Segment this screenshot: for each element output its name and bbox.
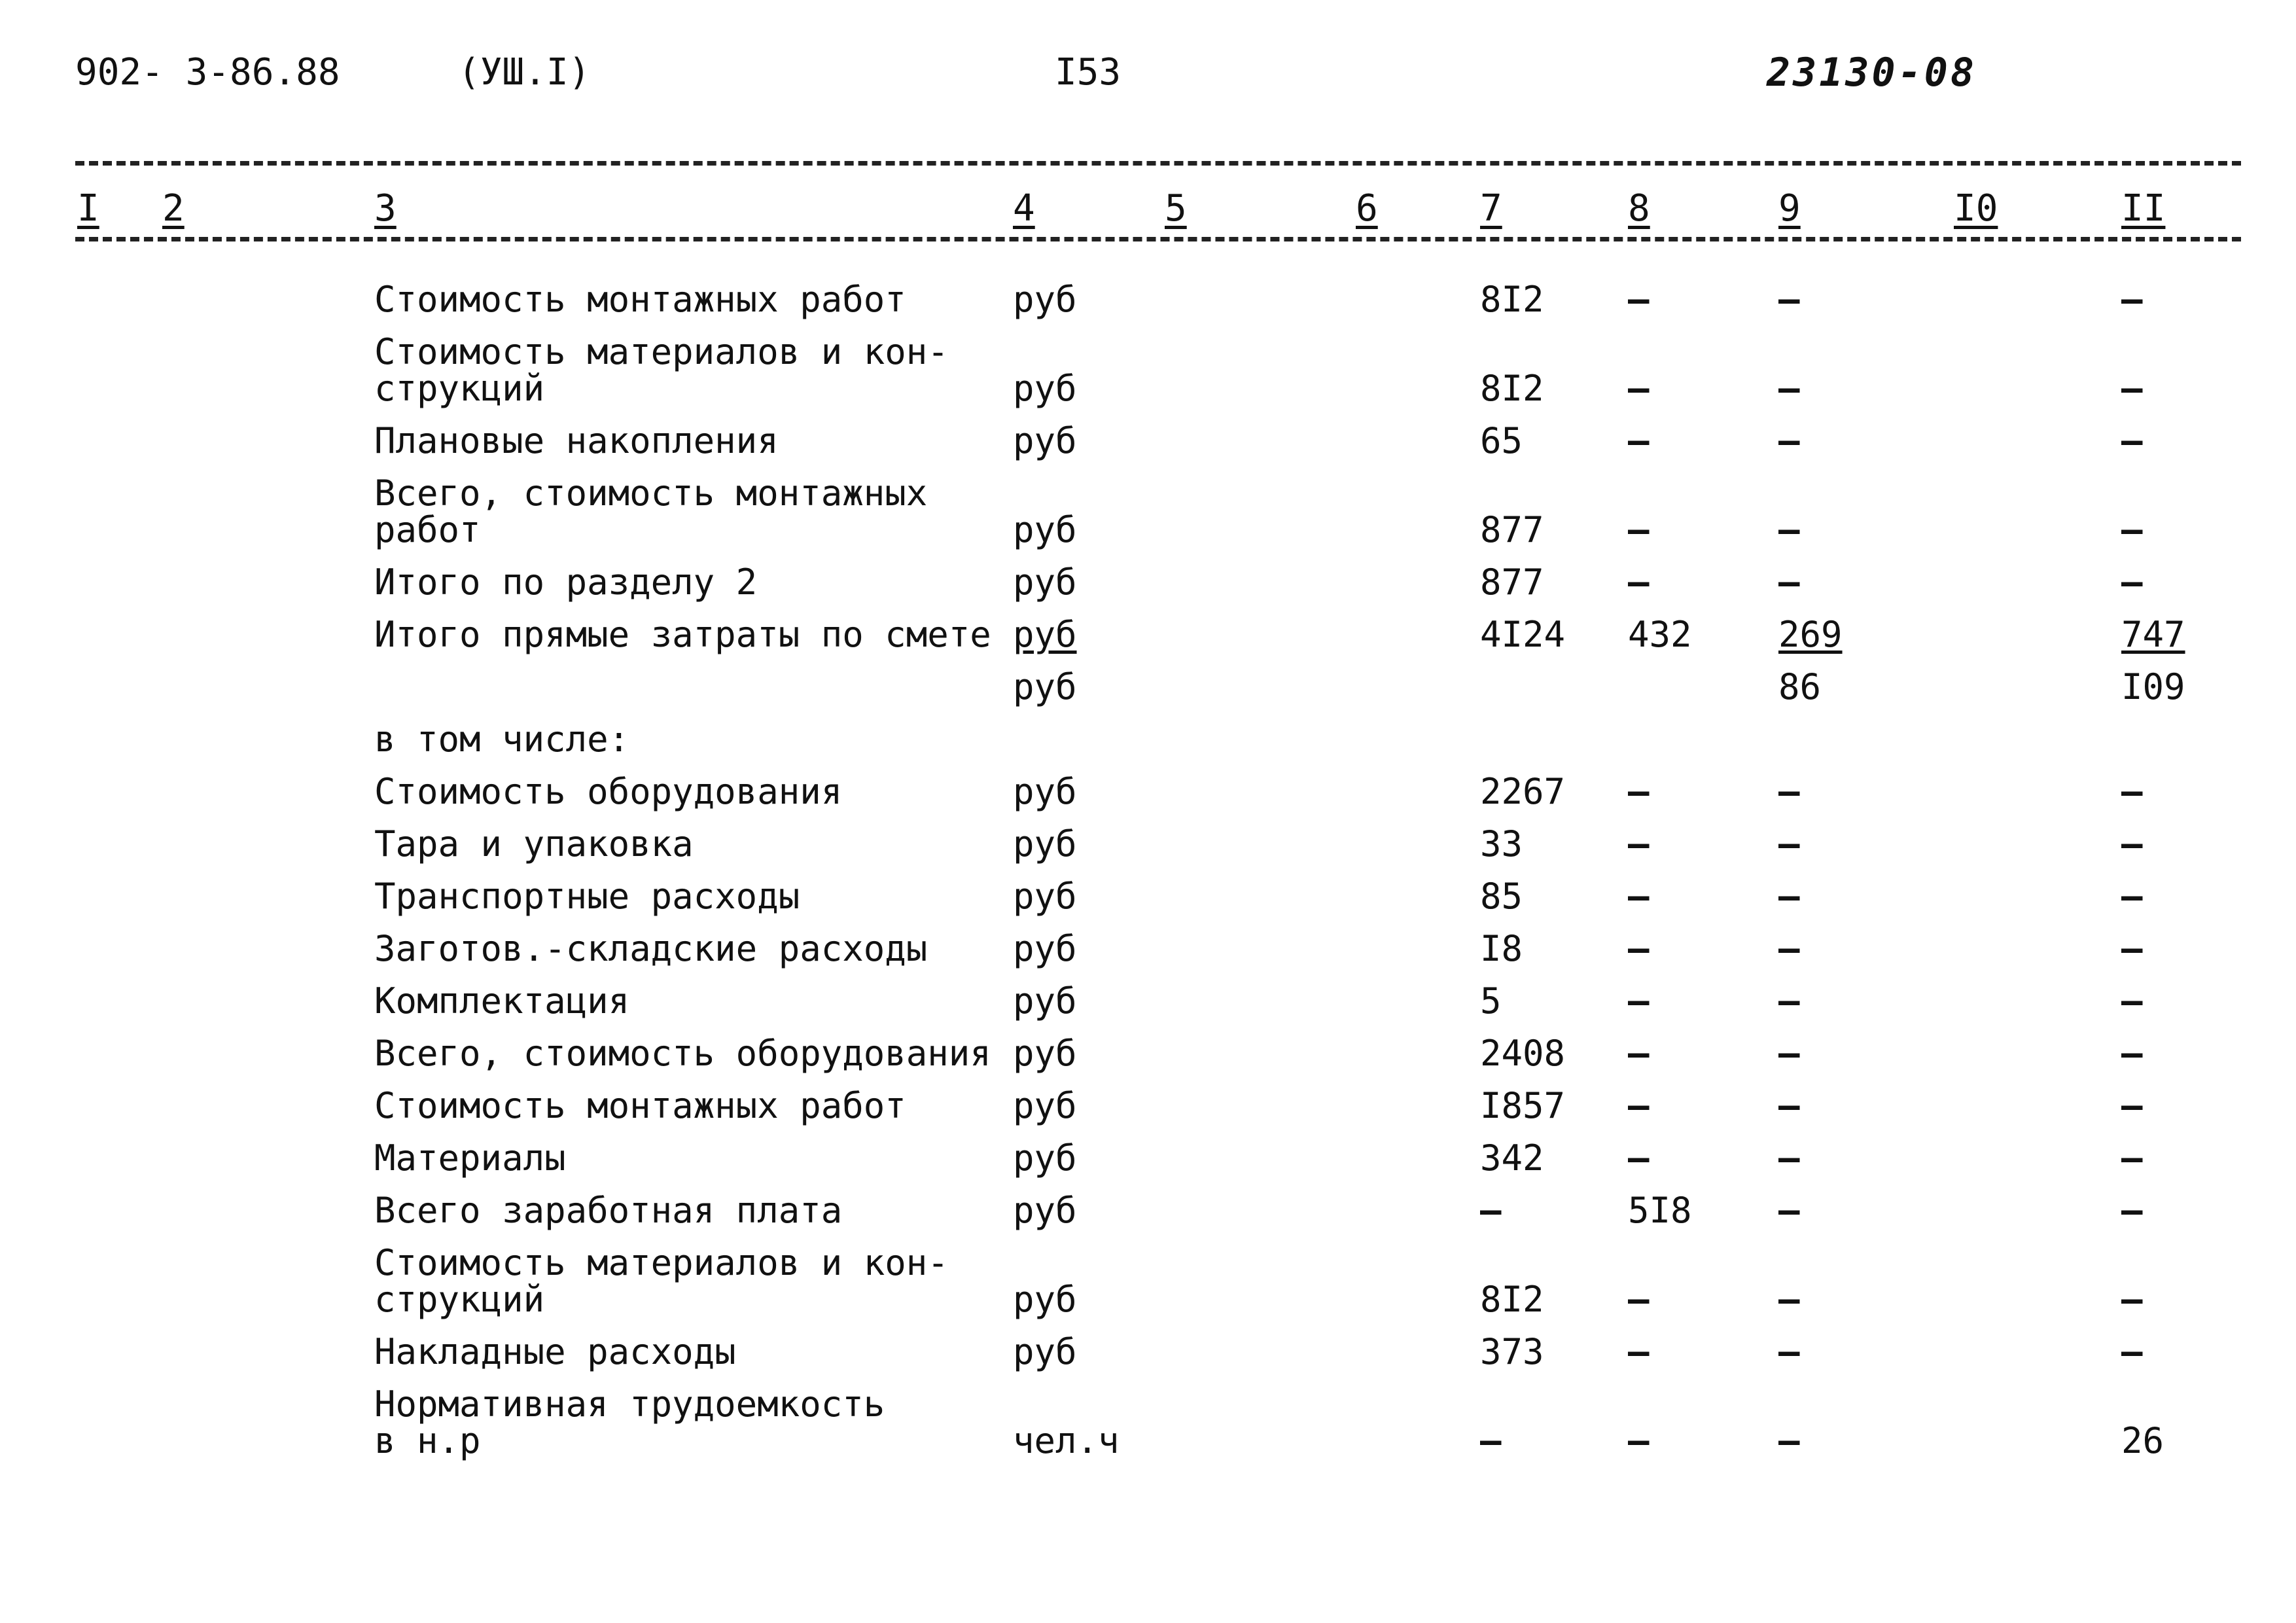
- row-col11: –: [2121, 509, 2143, 550]
- row-col7: 2267: [1480, 771, 1566, 812]
- row-col7: 65: [1480, 420, 1523, 461]
- row-col11: 747: [2121, 614, 2185, 655]
- row-col7: 877: [1480, 509, 1544, 550]
- row-label: Всего, стоимость монтажных: [374, 473, 928, 514]
- row-col9: –: [1778, 823, 1800, 865]
- row-col11: –: [2121, 1279, 2143, 1320]
- row-label: Итого по разделу 2: [374, 562, 758, 603]
- row-col8: –: [1628, 420, 1650, 461]
- column-number: 9: [1778, 187, 1801, 230]
- row-unit: руб: [1013, 823, 1077, 865]
- row-col11: 26: [2121, 1420, 2164, 1461]
- top-dashed-rule: [75, 161, 2241, 166]
- row-unit: руб: [1013, 1331, 1077, 1372]
- row-col7: 8I2: [1480, 368, 1544, 409]
- row-col8: 432: [1628, 614, 1692, 655]
- row-label-continuation: струкций: [374, 1279, 545, 1320]
- row-col9: –: [1778, 368, 1800, 409]
- row-col8: –: [1628, 1420, 1650, 1461]
- row-col8: –: [1628, 928, 1650, 969]
- section-code: (УШ.I): [458, 51, 591, 94]
- row-col8: –: [1628, 1137, 1650, 1179]
- row-col11: –: [2121, 1085, 2143, 1126]
- row-label: в том числе:: [374, 719, 630, 760]
- row-col7: 85: [1480, 876, 1523, 917]
- row-col11: –: [2121, 420, 2143, 461]
- column-header-dashed-rule: [75, 237, 2241, 241]
- row-col8: –: [1628, 1331, 1650, 1372]
- row-col11: –: [2121, 1033, 2143, 1074]
- column-number: 6: [1356, 187, 1378, 230]
- row-col7: 877: [1480, 562, 1544, 603]
- row-unit: руб: [1013, 1085, 1077, 1126]
- row-col11: –: [2121, 823, 2143, 865]
- row-col8: –: [1628, 823, 1650, 865]
- row-col9: –: [1778, 1085, 1800, 1126]
- row-label: Стоимость оборудования: [374, 771, 843, 812]
- row-unit: руб: [1013, 368, 1077, 409]
- row-label: Заготов.-складские расходы: [374, 928, 928, 969]
- row-col8: –: [1628, 1033, 1650, 1074]
- row-col9: –: [1778, 420, 1800, 461]
- row-unit: чел.ч: [1013, 1420, 1120, 1461]
- row-col9: 86: [1778, 666, 1822, 707]
- row-col8: –: [1628, 279, 1650, 320]
- column-number: I0: [1954, 187, 1998, 230]
- row-label: Всего, стоимость оборудования: [374, 1033, 991, 1074]
- row-unit: руб: [1013, 771, 1077, 812]
- row-unit: руб: [1013, 420, 1077, 461]
- row-col8: –: [1628, 509, 1650, 550]
- row-label: Нормативная трудоемкость: [374, 1383, 885, 1425]
- row-label: Комплектация: [374, 980, 630, 1022]
- row-col11: –: [2121, 876, 2143, 917]
- column-number: 3: [374, 187, 397, 230]
- row-col9: –: [1778, 1137, 1800, 1179]
- row-col7: 342: [1480, 1137, 1544, 1179]
- row-label: Тара и упаковка: [374, 823, 694, 865]
- row-col7: 5: [1480, 980, 1502, 1022]
- row-label: Накладные расходы: [374, 1331, 736, 1372]
- row-unit: руб: [1013, 666, 1077, 707]
- column-number: 8: [1628, 187, 1650, 230]
- row-col7: 373: [1480, 1331, 1544, 1372]
- row-col8: –: [1628, 368, 1650, 409]
- column-number: 7: [1480, 187, 1502, 230]
- row-col7: –: [1480, 1420, 1502, 1461]
- row-col9: –: [1778, 1033, 1800, 1074]
- column-number: 2: [162, 187, 185, 230]
- row-col7: 4I24: [1480, 614, 1566, 655]
- row-col7: 2408: [1480, 1033, 1566, 1074]
- column-number: 5: [1165, 187, 1187, 230]
- inventory-stamp: 23130-08: [1767, 50, 1977, 96]
- row-unit: руб: [1013, 1033, 1077, 1074]
- column-number: II: [2121, 187, 2166, 230]
- row-col11: –: [2121, 562, 2143, 603]
- row-unit: руб: [1013, 509, 1077, 550]
- row-col9: –: [1778, 980, 1800, 1022]
- column-number: 4: [1013, 187, 1035, 230]
- row-col9: 269: [1778, 614, 1843, 655]
- row-col11: I09: [2121, 666, 2185, 707]
- row-col9: –: [1778, 876, 1800, 917]
- row-col9: –: [1778, 771, 1800, 812]
- row-col11: –: [2121, 1331, 2143, 1372]
- row-col8: –: [1628, 771, 1650, 812]
- row-col8: –: [1628, 980, 1650, 1022]
- row-col9: –: [1778, 928, 1800, 969]
- page-number: I53: [1055, 51, 1122, 94]
- row-col11: –: [2121, 279, 2143, 320]
- row-col8: 5I8: [1628, 1190, 1692, 1231]
- row-label: Стоимость материалов и кон-: [374, 1242, 949, 1283]
- row-unit: руб: [1013, 876, 1077, 917]
- row-col8: –: [1628, 562, 1650, 603]
- row-unit: руб: [1013, 1137, 1077, 1179]
- row-unit: руб: [1013, 928, 1077, 969]
- row-label: Материалы: [374, 1137, 566, 1179]
- row-col8: –: [1628, 876, 1650, 917]
- row-label: Плановые накопления: [374, 420, 779, 461]
- row-col11: –: [2121, 928, 2143, 969]
- row-col7: I8: [1480, 928, 1523, 969]
- row-label: Стоимость материалов и кон-: [374, 331, 949, 372]
- row-col9: –: [1778, 1279, 1800, 1320]
- row-col8: –: [1628, 1279, 1650, 1320]
- row-unit: руб: [1013, 980, 1077, 1022]
- row-col11: –: [2121, 1190, 2143, 1231]
- row-col7: 8I2: [1480, 1279, 1544, 1320]
- row-col7: 8I2: [1480, 279, 1544, 320]
- row-label: Итого прямые затраты по смете: [374, 614, 991, 655]
- row-col11: –: [2121, 771, 2143, 812]
- row-col9: –: [1778, 1420, 1800, 1461]
- row-unit: руб: [1013, 562, 1077, 603]
- row-unit: руб: [1013, 1190, 1077, 1231]
- row-label: Стоимость монтажных работ: [374, 1085, 906, 1126]
- document-code: 902- 3-86.88: [75, 51, 340, 94]
- row-col9: –: [1778, 1331, 1800, 1372]
- row-col8: –: [1628, 1085, 1650, 1126]
- row-label-continuation: в н.р: [374, 1420, 481, 1461]
- row-unit: руб: [1013, 279, 1077, 320]
- row-col11: –: [2121, 980, 2143, 1022]
- row-label-continuation: работ: [374, 509, 481, 550]
- row-label: Транспортные расходы: [374, 876, 800, 917]
- row-col9: –: [1778, 1190, 1800, 1231]
- row-label: Всего заработная плата: [374, 1190, 843, 1231]
- row-col7: I857: [1480, 1085, 1566, 1126]
- row-col7: –: [1480, 1190, 1502, 1231]
- row-col7: 33: [1480, 823, 1523, 865]
- row-col9: –: [1778, 562, 1800, 603]
- row-unit: руб: [1013, 614, 1077, 655]
- row-col9: –: [1778, 509, 1800, 550]
- row-col9: –: [1778, 279, 1800, 320]
- row-unit: руб: [1013, 1279, 1077, 1320]
- row-label: Стоимость монтажных работ: [374, 279, 906, 320]
- column-number: I: [77, 187, 99, 230]
- row-col11: –: [2121, 1137, 2143, 1179]
- row-col11: –: [2121, 368, 2143, 409]
- row-label-continuation: струкций: [374, 368, 545, 409]
